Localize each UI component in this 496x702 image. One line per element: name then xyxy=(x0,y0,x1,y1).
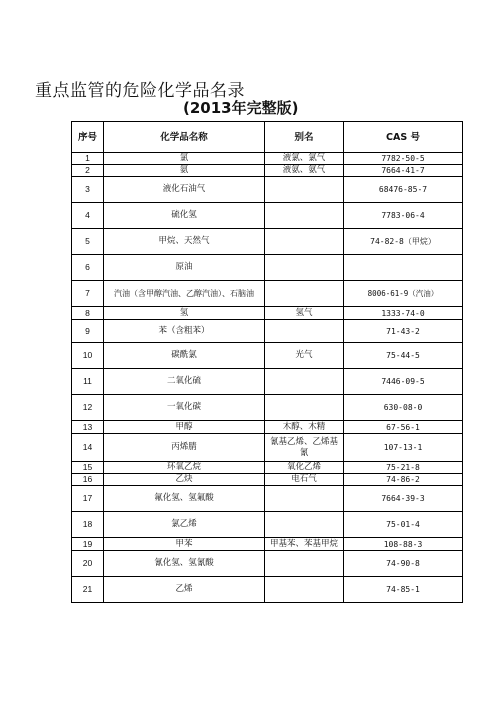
table-row xyxy=(72,577,463,603)
table-row xyxy=(72,320,463,343)
cell-cas: 7664-41-7 xyxy=(344,165,463,177)
table-row xyxy=(72,153,463,165)
cell-seq: 14 xyxy=(72,434,104,462)
table-row xyxy=(72,177,463,203)
table-header-row xyxy=(72,122,463,153)
cell-name: 一氧化碳 xyxy=(104,395,265,421)
cell-cas: 8006-61-9（汽油） xyxy=(344,281,463,307)
cell-cas: 68476-85-7 xyxy=(344,177,463,203)
cell-cas: 67-56-1 xyxy=(344,421,463,434)
table-row xyxy=(72,538,463,551)
cell-name: 氨 xyxy=(104,165,265,177)
cell-alias: 木醇、木精 xyxy=(265,421,344,434)
table-row xyxy=(72,343,463,369)
cell-seq: 16 xyxy=(72,474,104,486)
header-seq: 序号 xyxy=(72,122,104,153)
cell-seq: 2 xyxy=(72,165,104,177)
cell-cas: 71-43-2 xyxy=(344,320,463,343)
cell-alias xyxy=(265,512,344,538)
cell-seq: 3 xyxy=(72,177,104,203)
header-cas: CAS 号 xyxy=(344,122,463,153)
table-row xyxy=(72,421,463,434)
cell-alias xyxy=(265,229,344,255)
cell-seq: 15 xyxy=(72,462,104,474)
cell-name: 汽油（含甲醇汽油、乙醇汽油）、石脑油 xyxy=(104,281,265,307)
cell-name: 氟化氢、氢氟酸 xyxy=(104,486,265,512)
cell-name: 二氧化硫 xyxy=(104,369,265,395)
cell-name: 液化石油气 xyxy=(104,177,265,203)
cell-alias xyxy=(265,395,344,421)
cell-seq: 17 xyxy=(72,486,104,512)
cell-cas: 75-21-8 xyxy=(344,462,463,474)
table-row xyxy=(72,512,463,538)
cell-name: 氯 xyxy=(104,153,265,165)
cell-cas: 107-13-1 xyxy=(344,434,463,462)
cell-name: 环氧乙烷 xyxy=(104,462,265,474)
cell-seq: 11 xyxy=(72,369,104,395)
header-name: 化学品名称 xyxy=(104,122,265,153)
cell-name: 甲苯 xyxy=(104,538,265,551)
cell-alias: 氢气 xyxy=(265,307,344,320)
cell-cas: 7782-50-5 xyxy=(344,153,463,165)
cell-name: 原油 xyxy=(104,255,265,281)
cell-seq: 9 xyxy=(72,320,104,343)
cell-alias: 液氨、氨气 xyxy=(265,165,344,177)
cell-name: 碳酰氯 xyxy=(104,343,265,369)
cell-seq: 4 xyxy=(72,203,104,229)
cell-alias: 氧化乙烯 xyxy=(265,462,344,474)
table-row xyxy=(72,307,463,320)
cell-name: 硫化氢 xyxy=(104,203,265,229)
cell-seq: 1 xyxy=(72,153,104,165)
cell-name: 苯（含粗苯） xyxy=(104,320,265,343)
cell-name: 氢 xyxy=(104,307,265,320)
cell-cas: 74-90-8 xyxy=(344,551,463,577)
chemicals-table xyxy=(71,121,463,603)
cell-cas: 74-85-1 xyxy=(344,577,463,603)
cell-cas: 7783-06-4 xyxy=(344,203,463,229)
cell-name: 乙炔 xyxy=(104,474,265,486)
table-row xyxy=(72,255,463,281)
table-row xyxy=(72,434,463,462)
cell-alias xyxy=(265,369,344,395)
cell-seq: 21 xyxy=(72,577,104,603)
cell-seq: 6 xyxy=(72,255,104,281)
cell-alias xyxy=(265,203,344,229)
cell-cas xyxy=(344,255,463,281)
cell-name: 氰化氢、氢氰酸 xyxy=(104,551,265,577)
cell-alias xyxy=(265,255,344,281)
cell-cas: 7664-39-3 xyxy=(344,486,463,512)
header-alias: 别名 xyxy=(265,122,344,153)
table-row xyxy=(72,462,463,474)
cell-alias xyxy=(265,281,344,307)
cell-alias xyxy=(265,486,344,512)
table-row xyxy=(72,203,463,229)
table-row xyxy=(72,395,463,421)
cell-alias xyxy=(265,551,344,577)
cell-alias xyxy=(265,577,344,603)
table-row xyxy=(72,486,463,512)
cell-alias: 液氯、氯气 xyxy=(265,153,344,165)
cell-alias: 甲基苯、苯基甲烷 xyxy=(265,538,344,551)
cell-cas: 74-86-2 xyxy=(344,474,463,486)
table-row xyxy=(72,551,463,577)
cell-alias: 氰基乙烯、乙烯基氰 xyxy=(265,434,344,462)
cell-cas: 1333-74-0 xyxy=(344,307,463,320)
cell-name: 甲烷、天然气 xyxy=(104,229,265,255)
cell-seq: 12 xyxy=(72,395,104,421)
cell-name: 丙烯腈 xyxy=(104,434,265,462)
cell-seq: 10 xyxy=(72,343,104,369)
cell-cas: 75-01-4 xyxy=(344,512,463,538)
cell-name: 甲醇 xyxy=(104,421,265,434)
cell-name: 氯乙烯 xyxy=(104,512,265,538)
table-row xyxy=(72,369,463,395)
document-title: 重点监管的危险化学品名录 xyxy=(35,81,245,101)
cell-seq: 8 xyxy=(72,307,104,320)
table-row xyxy=(72,229,463,255)
table-row xyxy=(72,165,463,177)
cell-name: 乙烯 xyxy=(104,577,265,603)
cell-cas: 75-44-5 xyxy=(344,343,463,369)
table-row xyxy=(72,474,463,486)
cell-alias: 光气 xyxy=(265,343,344,369)
document-subtitle: (2013年完整版) xyxy=(183,99,299,117)
cell-cas: 108-88-3 xyxy=(344,538,463,551)
cell-seq: 20 xyxy=(72,551,104,577)
cell-alias: 电石气 xyxy=(265,474,344,486)
cell-seq: 7 xyxy=(72,281,104,307)
cell-cas: 7446-09-5 xyxy=(344,369,463,395)
cell-seq: 18 xyxy=(72,512,104,538)
cell-seq: 5 xyxy=(72,229,104,255)
cell-seq: 19 xyxy=(72,538,104,551)
cell-cas: 630-08-0 xyxy=(344,395,463,421)
cell-alias xyxy=(265,320,344,343)
table-row xyxy=(72,281,463,307)
cell-alias xyxy=(265,177,344,203)
cell-cas: 74-82-8（甲烷） xyxy=(344,229,463,255)
cell-seq: 13 xyxy=(72,421,104,434)
